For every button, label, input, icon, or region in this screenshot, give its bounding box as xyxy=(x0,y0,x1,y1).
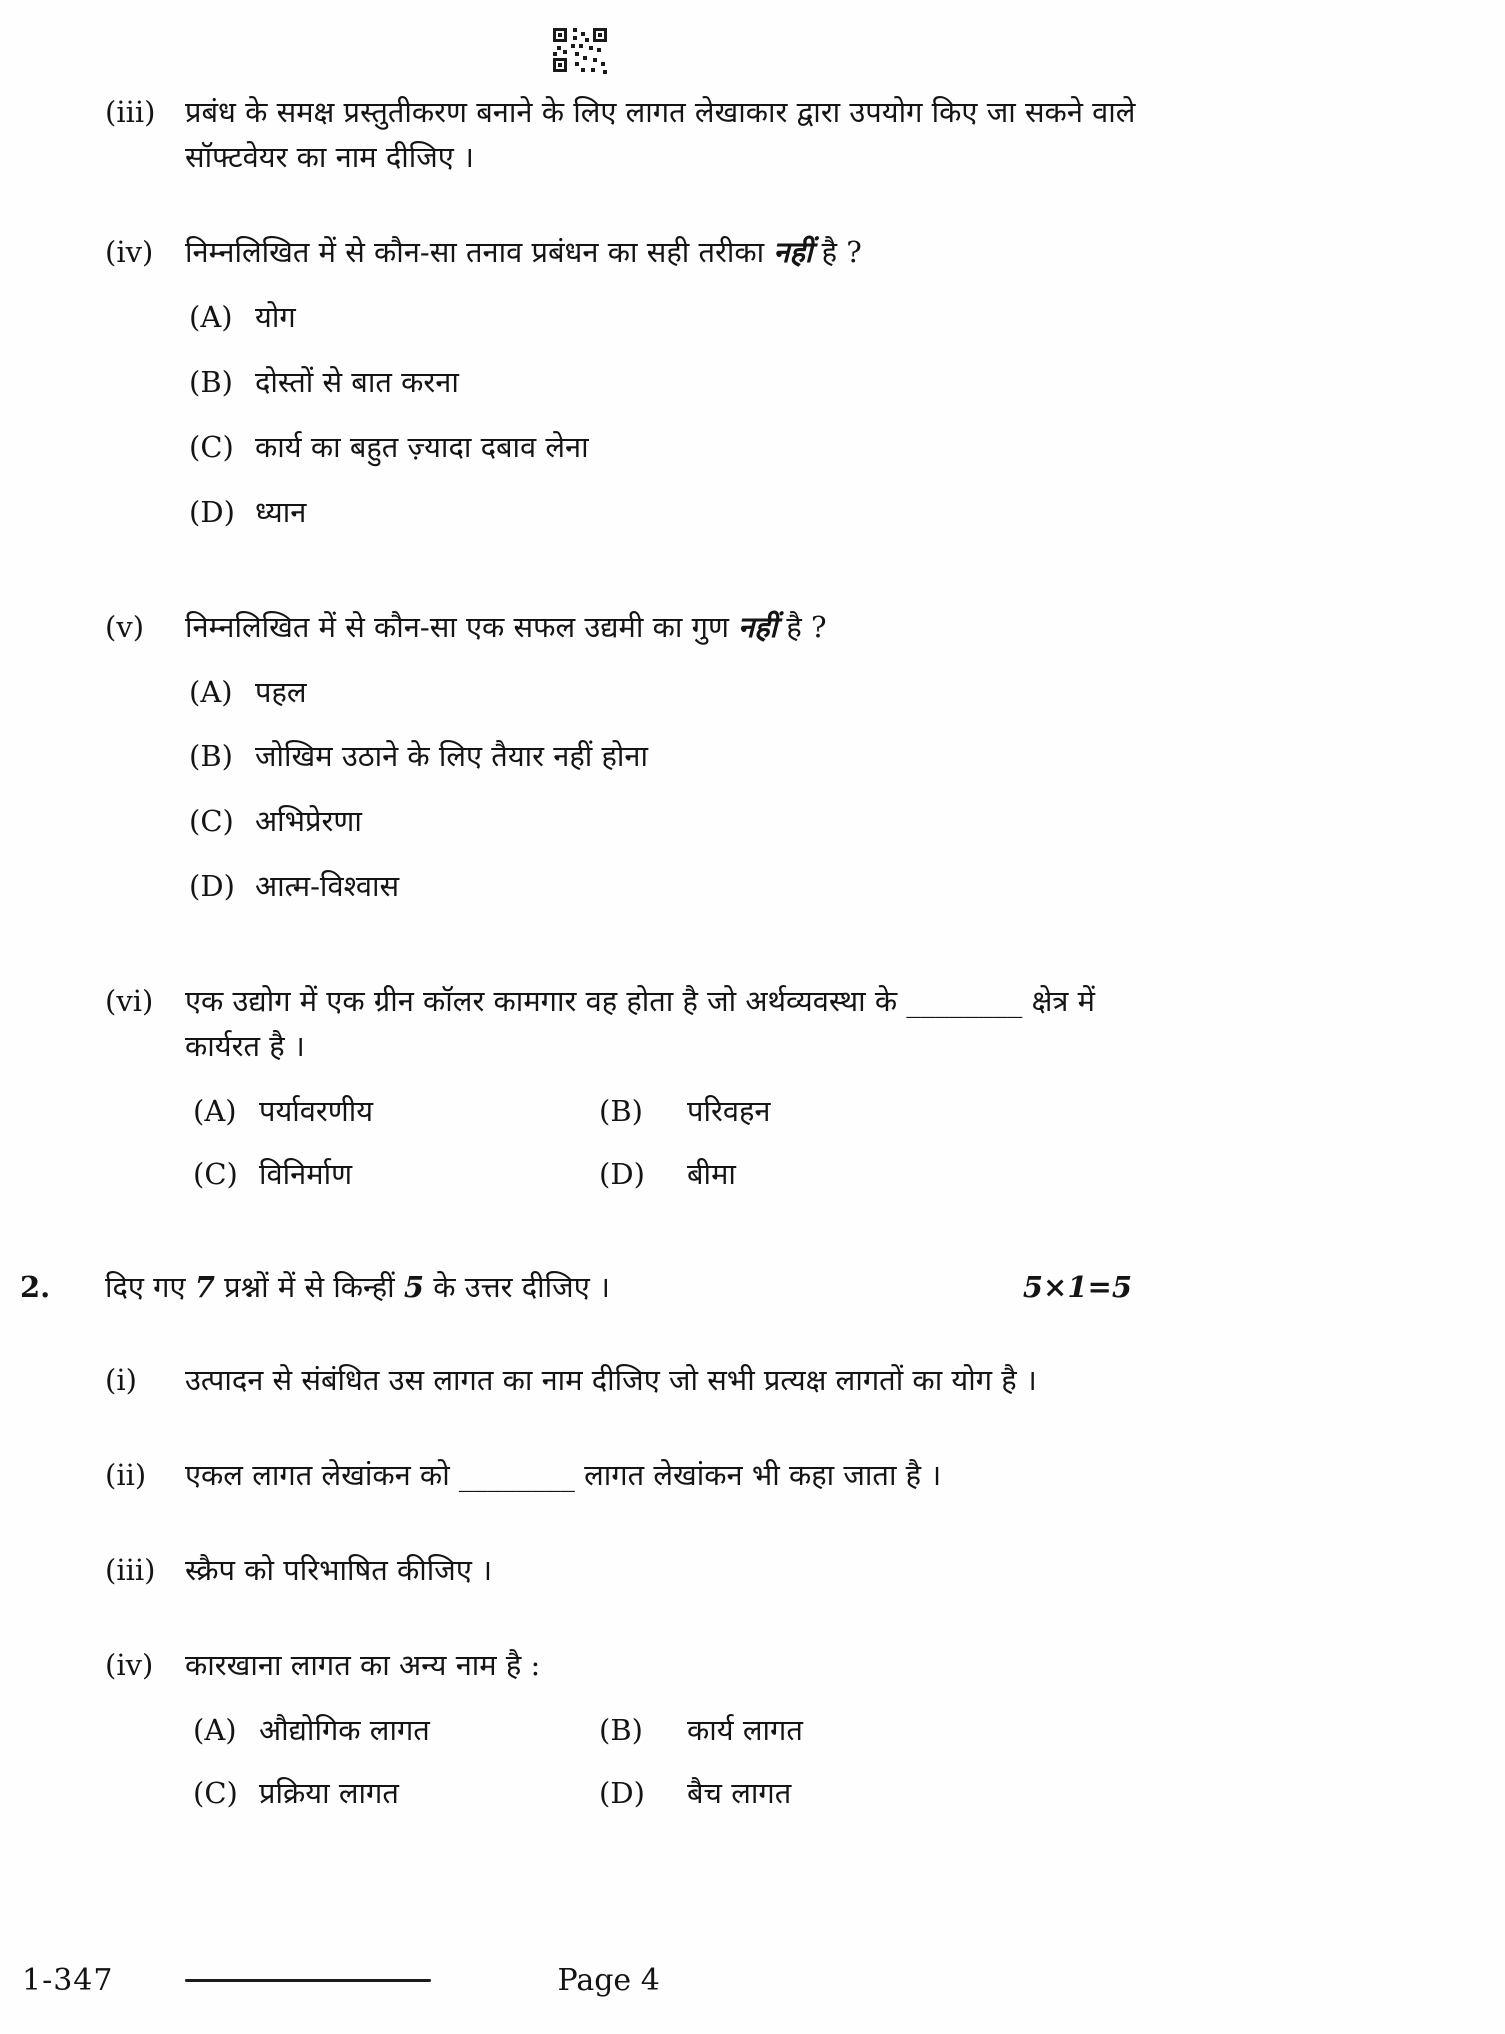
option-d xyxy=(189,864,1165,909)
question-text-emphasis: 7 xyxy=(194,1270,215,1304)
question-text-part: है ? xyxy=(777,609,827,644)
option-label: (A) xyxy=(193,1712,237,1747)
qr-code-image xyxy=(551,26,609,74)
page-number: Page 4 xyxy=(557,1962,660,1998)
options-row-cd xyxy=(193,1152,1165,1197)
question-number: (iv) xyxy=(105,1647,154,1682)
option-label: (D) xyxy=(599,1775,645,1810)
option-label: (C) xyxy=(189,429,234,464)
option-c xyxy=(189,425,1165,470)
question-2-header xyxy=(20,1265,1132,1310)
question-body xyxy=(185,605,1165,930)
question-number: (iii) xyxy=(105,95,156,129)
option-label: (C) xyxy=(189,804,234,839)
option-label: (C) xyxy=(193,1775,238,1810)
question-text-emphasis: नहीं xyxy=(773,234,813,269)
question-body xyxy=(185,1453,1165,1498)
q1-item-vi xyxy=(105,979,1505,1215)
options-list xyxy=(189,1708,1165,1816)
question-text xyxy=(105,1265,610,1310)
question-body xyxy=(185,1643,1165,1834)
option-label: (A) xyxy=(189,674,233,709)
question-body xyxy=(185,1358,1165,1403)
option-c xyxy=(189,799,1165,844)
option-text: कार्य लागत xyxy=(687,1712,803,1747)
q1-item-iv xyxy=(105,230,1505,555)
question-number: (iv) xyxy=(105,234,154,269)
question-text-part: है ? xyxy=(812,234,862,269)
option-text: जोखिम उठाने के लिए तैयार नहीं होना xyxy=(255,739,648,774)
question-text: स्क्रैप को परिभाषित कीजिए । xyxy=(185,1552,493,1587)
question-text-emphasis: नहीं xyxy=(738,609,778,644)
question-text-emphasis: 5 xyxy=(403,1270,425,1304)
q2-item-iv xyxy=(105,1643,1505,1834)
options-row-cd xyxy=(193,1771,1165,1816)
option-b xyxy=(189,734,1165,779)
option-text: बीमा xyxy=(687,1157,736,1192)
option-text: पहल xyxy=(255,674,307,709)
q2-item-iii xyxy=(105,1548,1505,1593)
option-text: आत्म-विश्वास xyxy=(255,869,400,904)
question-text-part: दिए गए xyxy=(105,1270,195,1304)
question-text: उत्पादन से संबंधित उस लागत का नाम दीजिए जो सभी प्रत्यक्ष लागतों का योग है । xyxy=(185,1362,1037,1397)
options-row-ab xyxy=(193,1708,1165,1753)
option-text: पर्यावरणीय xyxy=(259,1094,374,1129)
option-d xyxy=(189,490,1165,535)
question-text-part: के उत्तर दीजिए । xyxy=(424,1270,610,1304)
option-label: (D) xyxy=(599,1157,645,1192)
option-label: (B) xyxy=(189,739,233,774)
footer-rule xyxy=(185,1979,431,1982)
option-a xyxy=(189,295,1165,340)
option-label: (A) xyxy=(193,1094,237,1129)
option-text: अभिप्रेरणा xyxy=(255,804,362,839)
question-number: 2. xyxy=(20,1270,51,1304)
option-text: औद्योगिक लागत xyxy=(259,1712,430,1747)
marks-label: 5×1=5 xyxy=(1022,1270,1132,1304)
question-text-part: निम्नलिखित में से कौन-सा एक सफल उद्यमी का गुण xyxy=(185,609,739,644)
option-text: परिवहन xyxy=(687,1094,771,1129)
option-text: योग xyxy=(255,299,296,334)
question-text: प्रबंध के समक्ष प्रस्तुतीकरण बनाने के लिए लागत लेखाकार द्वारा उपयोग किए जा सकने वाले सॉफ्टवेयर का नाम दीजिए । xyxy=(185,95,1136,174)
option-label: (B) xyxy=(599,1094,643,1129)
question-text: एकल लागत लेखांकन को ________ लागत लेखांकन भी कहा जाता है । xyxy=(185,1457,942,1492)
question-text: कारखाना लागत का अन्य नाम है : xyxy=(185,1647,541,1682)
question-text: एक उद्योग में एक ग्रीन कॉलर कामगार वह होता है जो अर्थव्यवस्था के ________ क्षेत्र में कार्यरत है । xyxy=(185,984,1095,1064)
question-text xyxy=(185,605,1165,650)
option-label: (A) xyxy=(189,299,233,334)
option-text: विनिर्माण xyxy=(259,1157,353,1192)
q2-item-i xyxy=(105,1358,1505,1403)
options-list xyxy=(189,1089,1165,1197)
question-body xyxy=(185,1548,1165,1593)
q1-item-iii xyxy=(105,90,1505,180)
question-number: (iii) xyxy=(105,1552,156,1587)
page-footer xyxy=(0,1958,1505,2034)
options-list xyxy=(189,295,1165,535)
option-text: दोस्तों से बात करना xyxy=(255,364,459,399)
question-number: (vi) xyxy=(105,984,154,1019)
q1-item-v xyxy=(105,605,1505,930)
qr-code xyxy=(551,26,609,74)
option-text: प्रक्रिया लागत xyxy=(259,1775,399,1810)
options-row-ab xyxy=(193,1089,1165,1134)
question-body xyxy=(185,979,1165,1215)
question-text-part: प्रश्नों में से किन्हीं xyxy=(214,1270,404,1304)
option-text: बैच लागत xyxy=(687,1775,792,1810)
option-label: (C) xyxy=(193,1157,238,1192)
option-b xyxy=(189,360,1165,405)
option-text: ध्यान xyxy=(255,494,307,529)
option-label: (D) xyxy=(189,869,235,904)
q2-item-ii xyxy=(105,1453,1505,1498)
content xyxy=(0,90,1505,1884)
question-text xyxy=(185,230,1165,275)
question-number: (ii) xyxy=(105,1457,147,1492)
option-label: (D) xyxy=(189,494,235,529)
question-body xyxy=(185,90,1165,180)
question-number: (i) xyxy=(105,1362,137,1397)
question-body xyxy=(185,230,1165,555)
options-list xyxy=(189,670,1165,910)
option-label: (B) xyxy=(599,1712,643,1747)
option-a xyxy=(189,670,1165,715)
question-text-part: निम्नलिखित में से कौन-सा तनाव प्रबंधन का सही तरीका xyxy=(185,234,774,269)
option-label: (B) xyxy=(189,364,233,399)
question-number: (v) xyxy=(105,609,145,644)
option-text: कार्य का बहुत ज़्यादा दबाव लेना xyxy=(255,429,589,464)
paper-code: 1-347 xyxy=(22,1962,114,1998)
